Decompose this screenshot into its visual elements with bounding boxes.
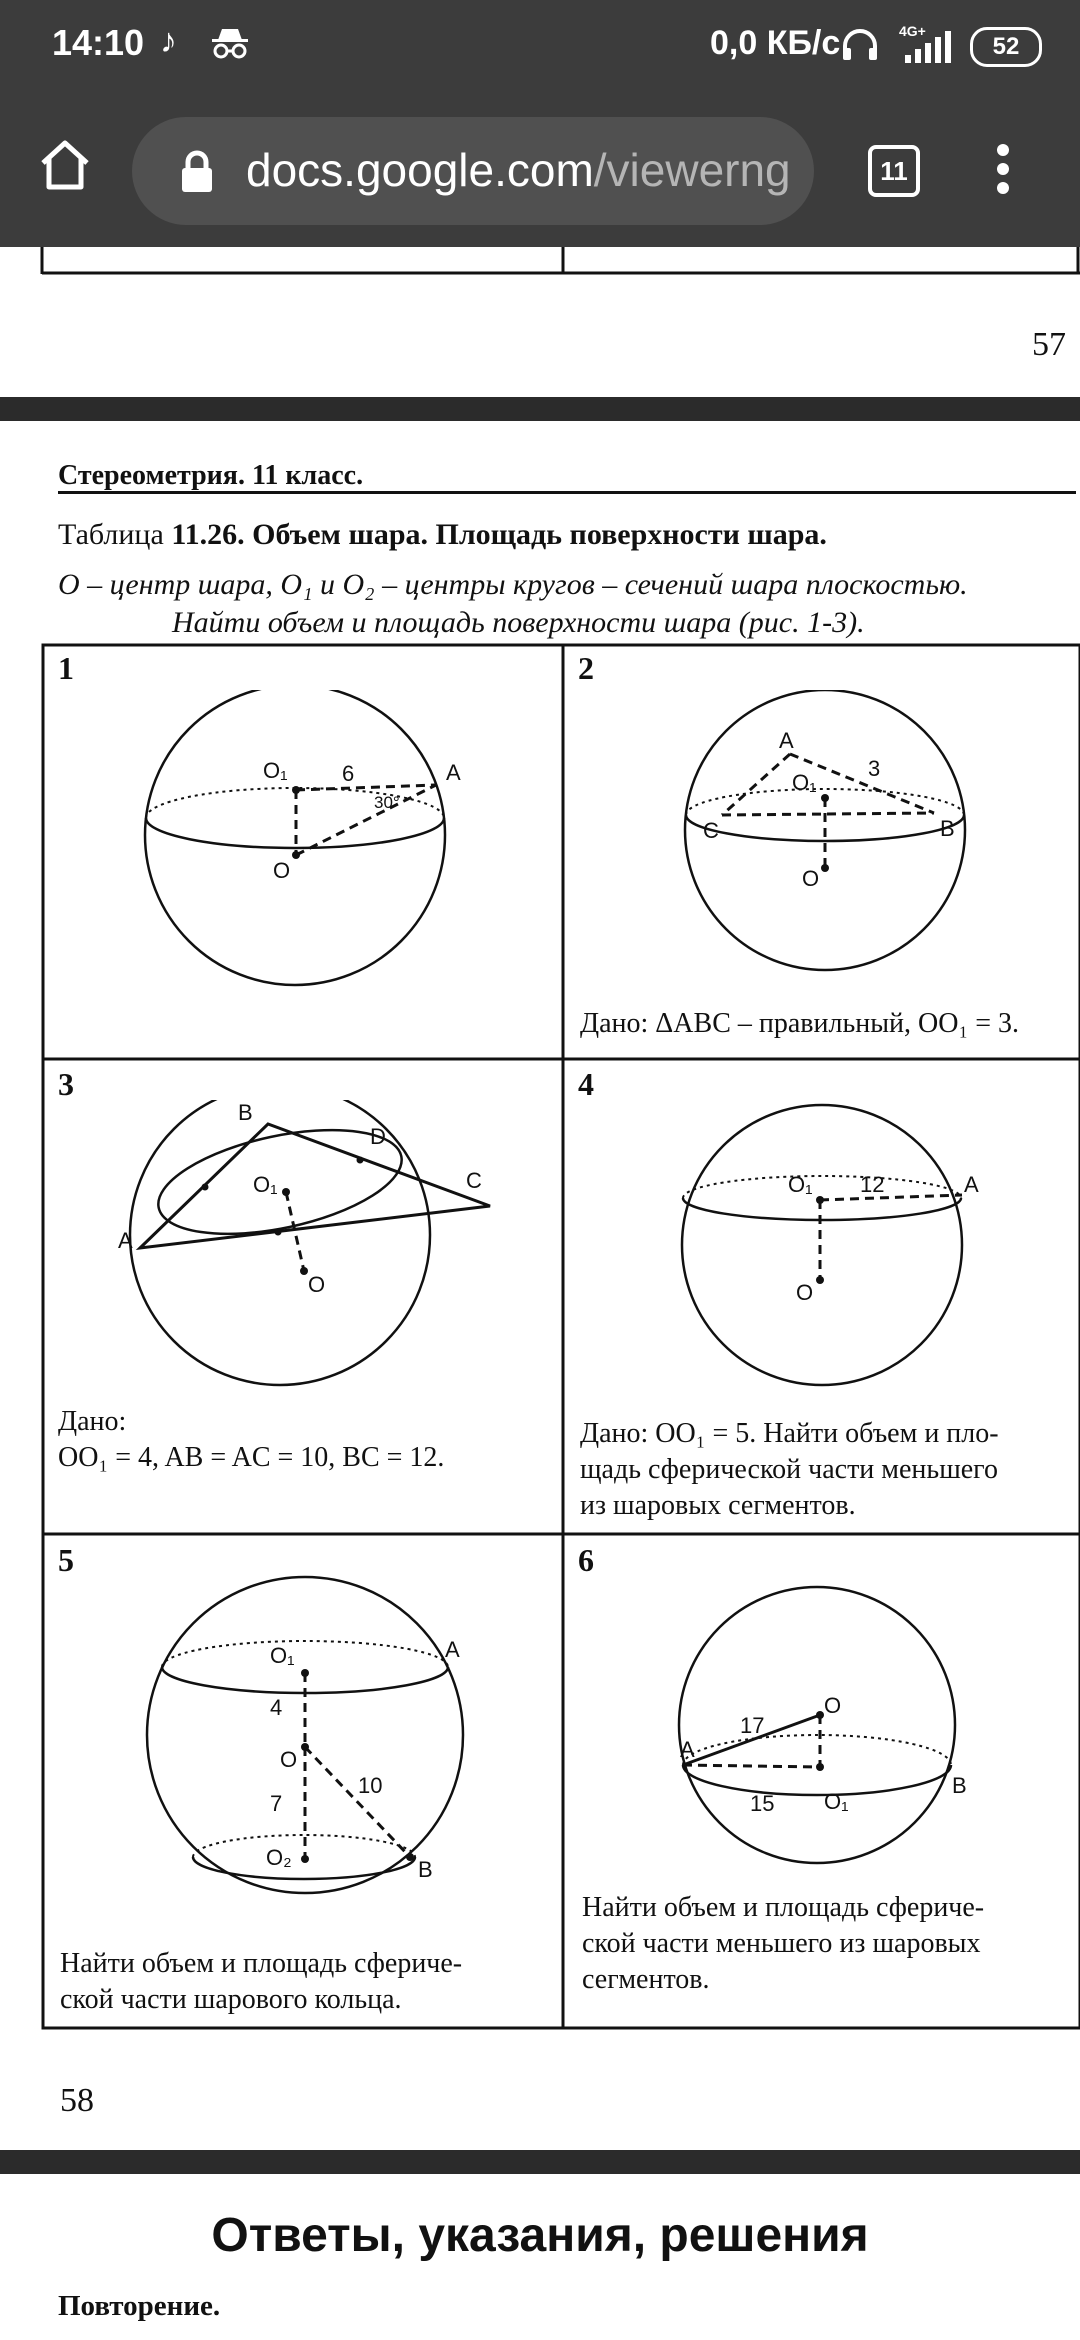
fig4-label-A: A xyxy=(964,1172,979,1197)
page-separator-2 xyxy=(0,2150,1080,2174)
table-subtitle-1: O – центр шара, O₁ и O₂ – центры кругов – сечений шара плоскостью. xyxy=(58,568,968,601)
tiktok-icon: ♪ xyxy=(160,22,177,60)
url-path: /viewerng xyxy=(593,144,791,196)
running-header: Стереометрия. 11 класс. xyxy=(58,460,364,491)
fig5-label-O2: O₂ xyxy=(266,1845,292,1870)
cell-1-number: 1 xyxy=(58,650,74,686)
fig1-label-30: 30° xyxy=(374,793,400,812)
fig1-label-A: A xyxy=(446,760,461,785)
fig2-label-B: B xyxy=(940,816,955,841)
fig1-label-O1: O₁ xyxy=(263,758,288,783)
table-title-prefix: Таблица xyxy=(58,518,172,551)
cell-5-number: 5 xyxy=(58,1542,74,1578)
cell-3-number: 3 xyxy=(58,1066,74,1102)
fig5-label-7: 7 xyxy=(270,1791,283,1816)
figure-6 xyxy=(652,1585,1002,1875)
fig4-label-12: 12 xyxy=(860,1172,885,1197)
network-type: 4G+ xyxy=(899,23,926,39)
fig5-label-10: 10 xyxy=(358,1773,383,1798)
fig3-label-D: D xyxy=(370,1124,386,1149)
figure-5 xyxy=(130,1575,490,1915)
figure-2 xyxy=(670,690,1000,980)
fig4-label-O1: O₁ xyxy=(788,1172,813,1197)
fig6-label-B: B xyxy=(952,1773,967,1798)
fig6-label-O1: O₁ xyxy=(824,1789,849,1814)
section-title: Повторение. xyxy=(58,2290,221,2322)
fig4-label-O: O xyxy=(796,1280,814,1305)
cell-6-number: 6 xyxy=(578,1542,594,1578)
answers-heading: Ответы, указания, решения xyxy=(211,2209,869,2262)
fig5-label-O1: O₁ xyxy=(270,1643,295,1668)
cell-4-number: 4 xyxy=(578,1066,594,1102)
table-subtitle-2: Найти объем и площадь поверхности шара (рис. 1-3). xyxy=(172,606,865,639)
fig5-label-4: 4 xyxy=(270,1695,283,1720)
fig5-label-O: O xyxy=(280,1747,298,1772)
fig6-label-15: 15 xyxy=(750,1791,775,1816)
fig6-label-A: A xyxy=(680,1737,695,1762)
status-time: 14:10 xyxy=(52,22,145,63)
cell-6-note: Найти объем и площадь сфериче- ской части меньшего из шаровых сегментов. xyxy=(582,1892,985,1995)
tab-switcher-button[interactable]: 11 xyxy=(868,145,920,197)
fig3-label-O: O xyxy=(308,1272,326,1297)
figure-4 xyxy=(672,1100,1002,1390)
fig6-label-17: 17 xyxy=(740,1713,765,1738)
fig3-label-B: B xyxy=(238,1100,253,1125)
network-speed: 0,0 КБ/с xyxy=(710,24,841,62)
table-title-bold: 11.26. Объем шара. Площадь поверхности шара. xyxy=(171,518,827,551)
fig3-label-C: C xyxy=(466,1168,482,1193)
fig2-label-A: A xyxy=(779,728,794,753)
cell-4-note: Дано: OO₁ = 5. Найти объем и пло- щадь сферической части меньшего из шаровых сегментов. xyxy=(580,1418,999,1521)
fig5-label-A: A xyxy=(445,1637,460,1662)
battery-indicator: 52 xyxy=(970,27,1042,67)
fig1-label-O: O xyxy=(273,858,291,883)
cell-2-note: Дано: ΔABC – правильный, OO₁ = 3. xyxy=(580,1008,1020,1039)
fig6-label-O: O xyxy=(824,1693,842,1718)
url-host: docs.google.com xyxy=(246,144,594,196)
fig3-label-O1: O₁ xyxy=(253,1172,278,1197)
fig3-label-A: A xyxy=(118,1228,133,1253)
cell-5-note: Найти объем и площадь сфериче- ской части шарового кольца. xyxy=(60,1948,463,2015)
cell-2-number: 2 xyxy=(578,650,594,686)
fig2-label-C: C xyxy=(703,818,719,843)
fig2-label-O: O xyxy=(802,866,820,891)
page-number-57: 57 xyxy=(1032,326,1066,363)
fig2-label-3: 3 xyxy=(868,756,881,781)
cell-3-note: Дано: OO₁ = 4, AB = AC = 10, BC = 12. xyxy=(58,1406,445,1473)
fig2-label-O1: O₁ xyxy=(792,770,817,795)
figure-3 xyxy=(110,1100,510,1410)
page-number-58: 58 xyxy=(60,2082,94,2119)
figure-1 xyxy=(130,690,470,1010)
fig1-label-6: 6 xyxy=(342,761,355,786)
fig5-label-B: B xyxy=(418,1857,433,1882)
